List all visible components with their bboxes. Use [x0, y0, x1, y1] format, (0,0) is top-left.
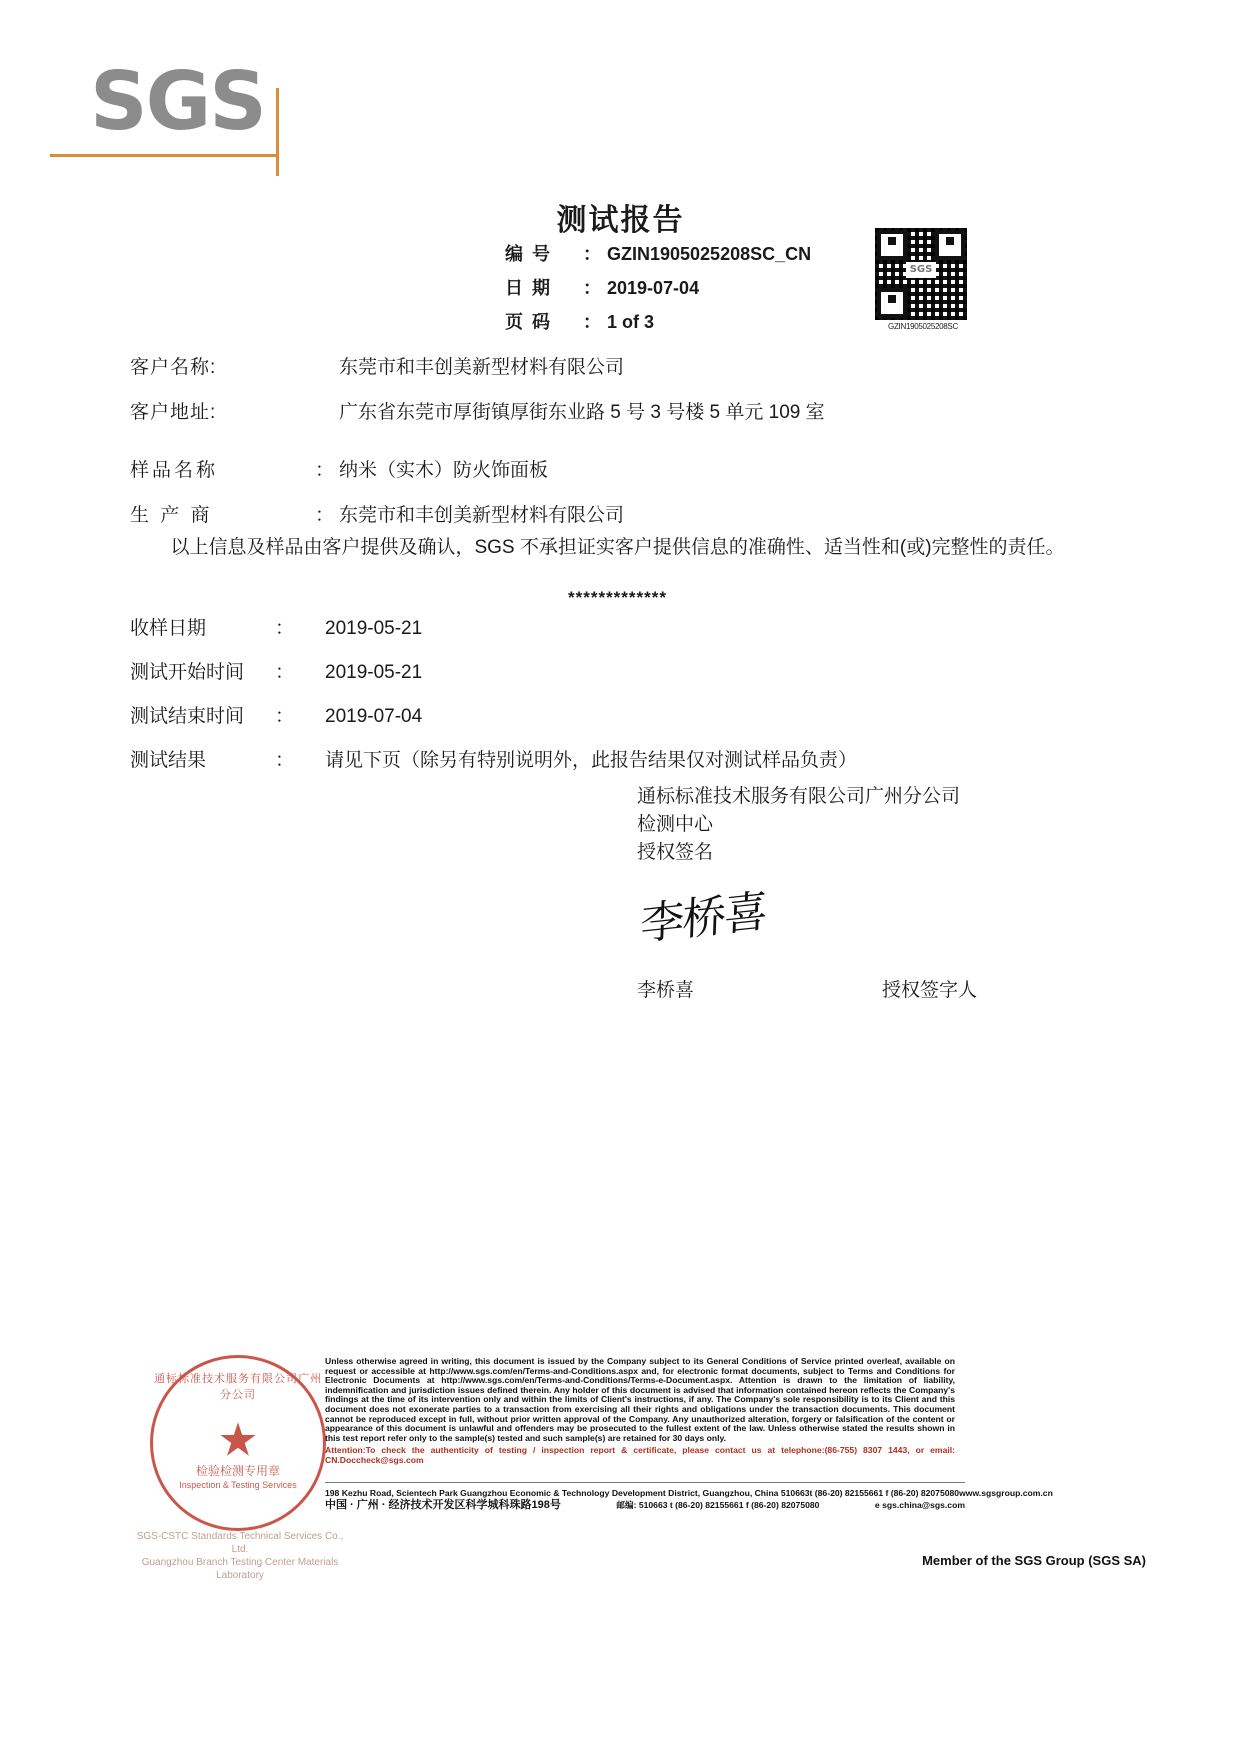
footer-member-note: Member of the SGS Group (SGS SA) — [922, 1553, 1146, 1568]
qr-finder-top-right — [935, 230, 965, 260]
footer-address-cn: 中国 · 广州 · 经济技术开发区科学城科珠路198号 — [325, 1499, 561, 1511]
client-address-row — [130, 397, 825, 424]
footer-phone-en: t (86-20) 82155661 f (86-20) 82075080 — [809, 1488, 960, 1498]
separator-stars: ************* — [567, 588, 667, 607]
footer-address — [325, 1487, 1053, 1511]
sample-received-value: 2019-05-21 — [325, 618, 423, 639]
test-dates — [130, 613, 857, 789]
client-name-row — [130, 352, 825, 379]
signatory-name: 李桥喜 — [637, 980, 695, 1001]
client-supplied-note: 以上信息及样品由客户提供及确认，SGS 不承担证实客户提供信息的准确性、适当性和(或)完整性的责任。 — [170, 537, 1065, 558]
meta-label-number: 编 号 — [505, 244, 553, 264]
footer-address-row-en — [325, 1487, 1053, 1499]
client-name-label: 客户名称: — [130, 357, 217, 378]
qr-finder-bottom-left — [877, 288, 907, 318]
stamp-star-icon: ★ — [217, 1413, 259, 1466]
sample-received-colon: ： — [275, 618, 295, 639]
manufacturer-colon: ： — [315, 505, 335, 526]
test-start-colon: ： — [275, 662, 295, 683]
test-result-row — [130, 745, 857, 772]
test-start-label: 测试开始时间 — [130, 662, 245, 683]
meta-value-date: 2019-07-04 — [607, 278, 700, 298]
footer-address-row-cn — [325, 1499, 965, 1511]
qr-caption: GZIN1905025208SC — [888, 322, 958, 331]
test-end-colon: ： — [275, 706, 295, 727]
sample-name-row — [130, 455, 624, 482]
footer-address-en: 198 Kezhu Road, Scientech Park Guangzhou Economic & Technology Development District, Guangzhou, China 510663 — [325, 1488, 810, 1498]
stamp-chinese-text: 检验检测专用章 — [195, 1464, 280, 1478]
manufacturer-value: 东莞市和丰创美新型材料有限公司 — [339, 505, 625, 526]
test-result-colon: ： — [275, 750, 295, 771]
footer-email: e sgs.china@sgs.com — [874, 1500, 965, 1510]
test-result-label: 测试结果 — [130, 750, 207, 771]
test-start-value: 2019-05-21 — [325, 662, 423, 683]
sample-name-value: 纳米（实木）防火饰面板 — [339, 460, 549, 481]
page-title: 测试报告 — [556, 204, 685, 237]
sgs-logo-text: SGS — [90, 55, 265, 148]
qr-code-icon — [875, 228, 967, 320]
sample-received-label: 收样日期 — [130, 618, 207, 639]
sample-info — [130, 455, 624, 545]
report-meta — [505, 240, 811, 342]
footer-divider — [325, 1482, 965, 1483]
meta-value-number: GZIN1905025208SC_CN — [607, 244, 812, 264]
meta-label-date: 日 期 — [505, 278, 553, 298]
meta-colon-date: ： — [583, 278, 601, 298]
meta-row-page — [505, 308, 811, 338]
qr-finder-top-left — [877, 230, 907, 260]
sample-received-row — [130, 613, 857, 640]
signature-center: 检测中心 — [637, 814, 714, 835]
sample-name-colon: ： — [315, 460, 335, 481]
test-end-label: 测试结束时间 — [130, 706, 245, 727]
signature-authorized-label: 授权签名 — [637, 842, 714, 863]
signatory-role: 授权签字人 — [881, 980, 977, 1001]
meta-colon-number: ： — [583, 244, 601, 264]
stamp-subtitle — [135, 1530, 345, 1582]
meta-value-page: 1 of 3 — [607, 312, 655, 332]
footer-website: www.sgsgroup.com.cn — [959, 1488, 1053, 1498]
stamp-arc-text: 通标标准技术服务有限公司广州分公司 — [154, 1373, 322, 1401]
meta-colon-page: ： — [583, 312, 601, 332]
stamp-subtitle-line1: SGS-CSTC Standards Technical Services Co., Ltd. — [136, 1531, 344, 1555]
signature-org-block — [637, 783, 960, 867]
test-result-value: 请见下页（除另有特别说明外，此报告结果仅对测试样品负责） — [325, 750, 858, 771]
test-start-row — [130, 657, 857, 684]
qr-center-logo: SGS — [906, 262, 936, 278]
manufacturer-label: 生 产 商 — [130, 505, 213, 526]
handwritten-signature: 李桥喜 — [639, 885, 767, 951]
meta-row-number — [505, 240, 811, 270]
meta-row-date — [505, 274, 811, 304]
official-stamp — [150, 1355, 326, 1531]
legal-body: Unless otherwise agreed in writing, this document is issued by the Company subject to its General Conditions of Service printed overleaf, available on request or accessible at http://www.sgs.com/en/Terms-and-Conditions.aspx and, for electronic format documents, subject to Terms and Conditions for Electronic Documents at http://www.sgs.com/en/Terms-and-Conditions/Terms-e-Document.aspx. Attention is drawn to the limitation of liability, indemnification and jurisdiction issues defined therein. Any holder of this document is advised that information contained hereon reflects the Company's findings at the time of its intervention only and within the limits of Client's instructions, if any. The Company's sole responsibility is to its Client and this document does not exonerate parties to a transaction from exercising all their rights and obligations under the transaction documents. This document cannot be reproduced except in full, without prior written approval of the Company. Any unauthorized alteration, forgery or falsification of the content or appearance of this document is unlawful and offenders may be prosecuted to the fullest extent of the law. Unless otherwise stated the results shown in this test report refer only to the sample(s) tested and such sample(s) are retained for 30 days only. — [325, 1356, 955, 1443]
stamp-subtitle-line2: Guangzhou Branch Testing Center Materials Laboratory — [141, 1557, 339, 1581]
logo-horizontal-rule — [50, 154, 278, 157]
test-end-row — [130, 701, 857, 728]
client-address-value: 广东省东莞市厚街镇厚街东业路 5 号 3 号楼 5 单元 109 室 — [339, 402, 825, 423]
signature-company: 通标标准技术服务有限公司广州分公司 — [637, 786, 961, 807]
footer-phone-cn: 邮编: 510663 t (86-20) 82155661 f (86-20) 82075080 — [616, 1500, 820, 1510]
signature-names — [637, 975, 977, 1002]
legal-attention: Attention:To check the authenticity of testing / inspection report & certificate, please contact us at telephone:(86-755) 8307 1443, or email: CN.Doccheck@sgs.com — [325, 1445, 955, 1465]
manufacturer-row — [130, 500, 624, 527]
qr-code-block — [875, 228, 971, 331]
client-name-value: 东莞市和丰创美新型材料有限公司 — [339, 357, 625, 378]
stamp-english-text: Inspection & Testing Services — [179, 1480, 297, 1490]
meta-label-page: 页 码 — [505, 312, 553, 332]
logo-vertical-rule — [276, 88, 279, 176]
legal-terms — [325, 1357, 955, 1466]
client-info — [130, 352, 825, 442]
sample-name-label: 样品名称 — [130, 460, 219, 481]
client-address-label: 客户地址: — [130, 402, 217, 423]
sgs-logo — [90, 55, 280, 168]
test-end-value: 2019-07-04 — [325, 706, 423, 727]
